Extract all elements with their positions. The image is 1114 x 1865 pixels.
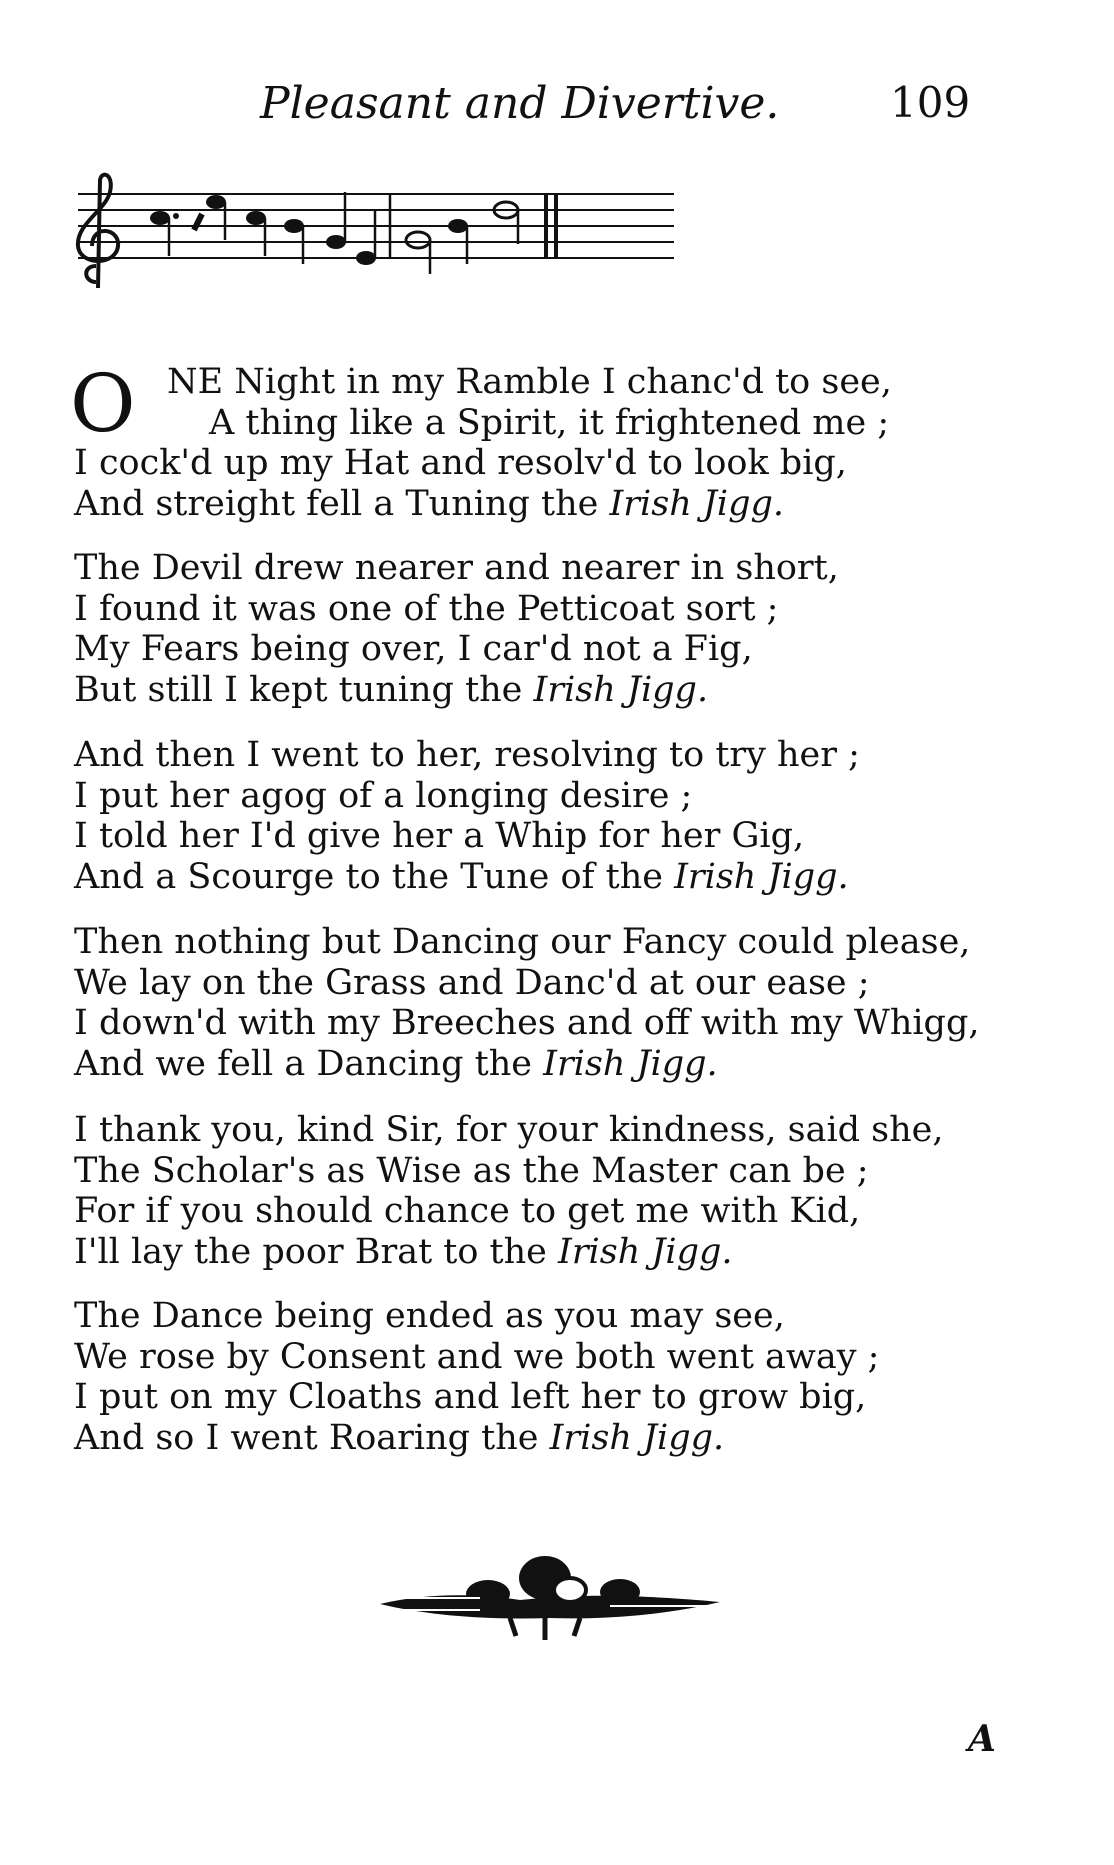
verse-line: And a Scourge to the Tune of the Irish Jigg.	[74, 856, 849, 897]
running-head: Pleasant and Divertive.	[260, 78, 780, 129]
refrain: Irish Jigg.	[609, 483, 785, 524]
drop-cap: O	[70, 357, 136, 450]
verse-line: I thank you, kind Sir, for your kindness, said she,	[74, 1110, 944, 1150]
verse-line: The Devil drew nearer and nearer in short,	[74, 548, 839, 588]
stanza-1	[70, 357, 892, 524]
verse-line: And streight fell a Tuning the Irish Jigg.	[74, 483, 785, 524]
verse-line: But still I kept tuning the Irish Jigg.	[74, 669, 709, 710]
verse-line: And then I went to her, resolving to try her ;	[74, 735, 860, 775]
verse-line: And so I went Roaring the Irish Jigg.	[74, 1417, 725, 1458]
verse-line: We rose by Consent and we both went away ;	[74, 1336, 880, 1377]
verse-line: The Scholar's as Wise as the Master can be ;	[74, 1150, 869, 1191]
music-staff	[66, 170, 676, 310]
verse-line: I down'd with my Breeches and off with my Whigg,	[74, 1003, 980, 1043]
verse-line: For if you should chance to get me with Kid,	[74, 1191, 861, 1231]
notes	[150, 195, 518, 265]
verse-line: I put on my Cloaths and left her to grow big,	[74, 1377, 867, 1417]
verse-line: We lay on the Grass and Danc'd at our ease ;	[74, 962, 870, 1003]
refrain: Irish Jigg.	[558, 1231, 733, 1272]
tailpiece-ornament-icon	[370, 1540, 730, 1650]
stanza-3	[74, 735, 860, 897]
treble-clef-icon	[78, 175, 118, 288]
verse-line: Then nothing but Dancing our Fancy could please,	[74, 922, 971, 962]
stanza-6	[74, 1296, 879, 1458]
stanza-2	[74, 548, 839, 710]
verse-line: I found it was one of the Petticoat sort ;	[74, 588, 779, 629]
page-number: 109	[890, 78, 971, 127]
verse-line: I'll lay the poor Brat to the Irish Jigg.	[74, 1231, 733, 1272]
verse-line: I put her agog of a longing desire ;	[74, 775, 693, 816]
verse-line: A thing like a Spirit, it frightened me ;	[209, 402, 890, 443]
refrain: Irish Jigg.	[543, 1043, 718, 1084]
stanza-5	[74, 1110, 944, 1272]
verse-line: My Fears being over, I car'd not a Fig,	[74, 629, 753, 669]
refrain: Irish Jigg.	[674, 856, 849, 897]
catchword: A	[968, 1718, 996, 1760]
refrain: Irish Jigg.	[549, 1417, 725, 1458]
refrain: Irish Jigg.	[533, 669, 709, 710]
verse-line: The Dance being ended as you may see,	[74, 1296, 785, 1336]
verse-line: I cock'd up my Hat and resolv'd to look big,	[74, 443, 847, 483]
verse-line: I told her I'd give her a Whip for her Gig,	[74, 816, 805, 856]
verse-line: And we fell a Dancing the Irish Jigg.	[74, 1043, 718, 1084]
stanza-4	[74, 922, 980, 1084]
verse-line: O NE Night in my Ramble I chanc'd to see,	[70, 357, 892, 450]
